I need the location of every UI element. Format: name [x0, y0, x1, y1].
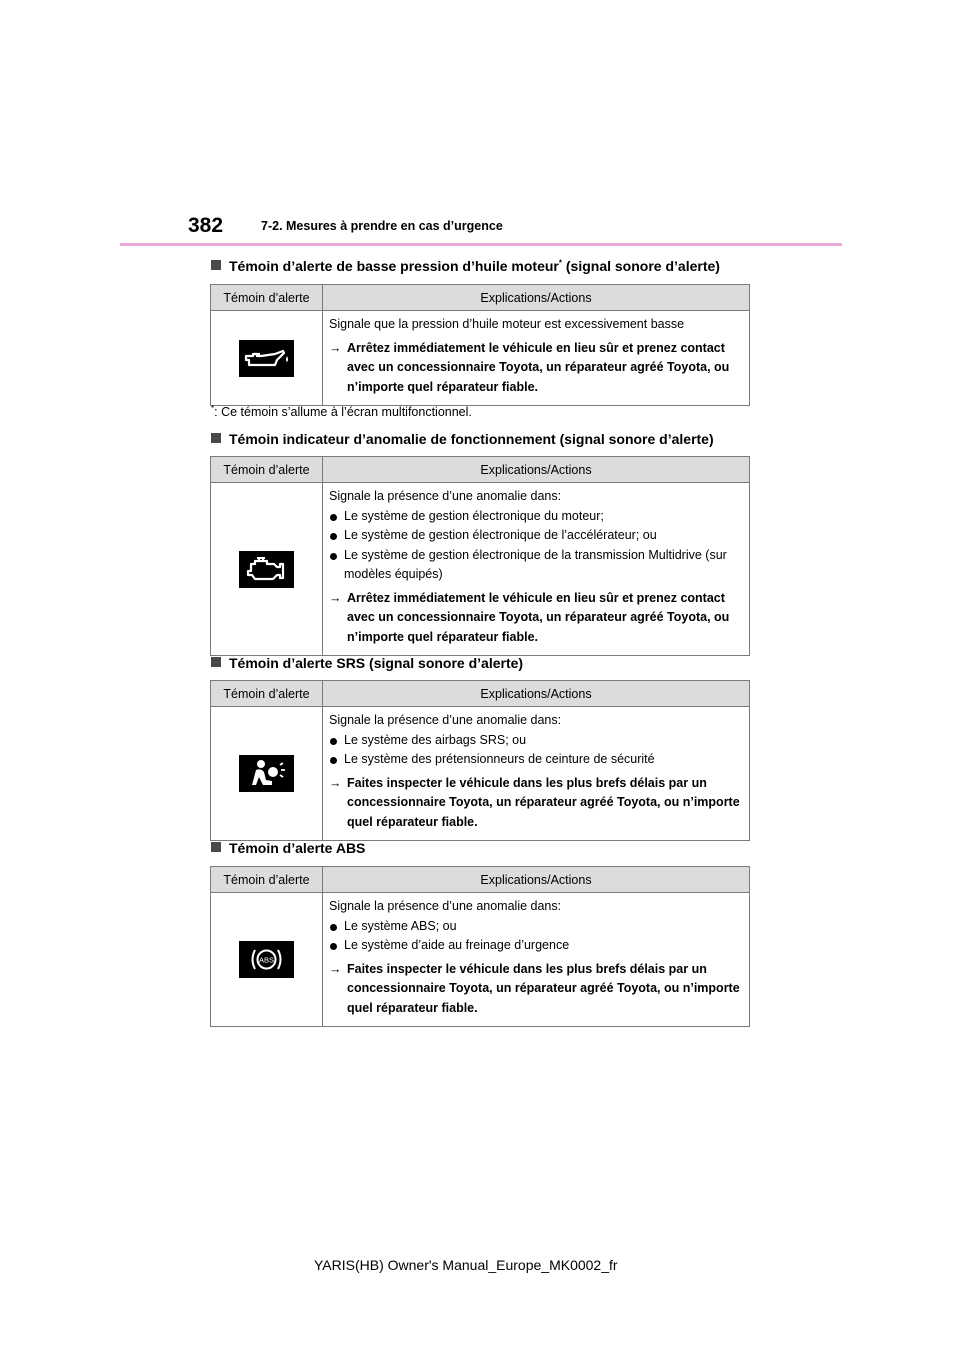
arrow-icon: →: [329, 775, 342, 790]
oil-pressure-icon: [239, 340, 294, 377]
column-header-warning-light: Témoin d’alerte: [211, 285, 323, 311]
column-header-explanations: Explications/Actions: [323, 457, 750, 483]
section-heading-srs: Témoin d’alerte SRS (signal sonore d’alerte): [211, 655, 523, 671]
malfunction-table: [210, 456, 750, 656]
action-instruction: → Faites inspecter le véhicule dans les plus brefs délais par un concessionnaire Toyota, un réparateur agréé Toyota, ou n’importe quel réparateur fiable.: [329, 775, 740, 829]
svg-text:ABS: ABS: [258, 955, 275, 965]
explanation-text: Signale la présence d’une anomalie dans:: [329, 713, 562, 727]
column-header-warning-light: Témoin d’alerte: [211, 867, 323, 893]
section-heading-malfunction: Témoin indicateur d’anomalie de fonctionnement (signal sonore d’alerte): [211, 431, 714, 447]
srs-airbag-icon: [239, 755, 294, 792]
page-number: 382: [188, 214, 224, 237]
explanation-text: Signale la présence d’une anomalie dans:: [329, 899, 562, 913]
action-instruction: → Arrêtez immédiatement le véhicule en lieu sûr et prenez contact avec un concessionnaire Toyota, un réparateur agréé Toyota, ou n’importe quel réparateur fiable.: [329, 590, 730, 644]
arrow-icon: →: [329, 961, 342, 976]
square-bullet-icon: [211, 260, 221, 270]
arrow-icon: →: [329, 340, 342, 355]
list-item: Le système des airbags SRS; ou: [329, 731, 743, 751]
abs-table: [210, 866, 750, 1027]
square-bullet-icon: [211, 433, 221, 443]
section-heading-abs: Témoin d’alerte ABS: [211, 840, 365, 856]
square-bullet-icon: [211, 842, 221, 852]
oil-pressure-table: [210, 284, 750, 406]
column-header-explanations: Explications/Actions: [323, 867, 750, 893]
list-item: Le système de gestion électronique du moteur;: [329, 507, 743, 527]
section-heading-oil-pressure: Témoin d’alerte de basse pression d’huile moteur* (signal sonore d’alerte): [211, 258, 720, 274]
list-item: Le système des prétensionneurs de ceinture de sécurité: [329, 750, 743, 770]
check-engine-icon: [239, 551, 294, 588]
chapter-title: 7-2. Mesures à prendre en cas d’urgence: [261, 219, 503, 233]
footnote-marker: *: [558, 258, 562, 268]
explanation-text: Signale que la pression d’huile moteur est excessivement basse: [329, 317, 685, 331]
column-header-warning-light: Témoin d’alerte: [211, 681, 323, 707]
list-item: Le système de gestion électronique de la transmission Multidrive (sur modèles équipés): [329, 546, 743, 585]
action-instruction: → Faites inspecter le véhicule dans les plus brefs délais par un concessionnaire Toyota, un réparateur agréé Toyota, ou n’importe quel réparateur fiable.: [329, 961, 740, 1015]
square-bullet-icon: [211, 657, 221, 667]
header-divider: [120, 243, 842, 246]
arrow-icon: →: [329, 590, 342, 605]
list-item: Le système ABS; ou: [329, 917, 743, 937]
explanation-text: Signale la présence d’une anomalie dans:: [329, 489, 562, 503]
footnote: *: Ce témoin s’allume à l’écran multifonctionnel.: [211, 404, 472, 420]
list-item: Le système d’aide au freinage d’urgence: [329, 936, 743, 956]
column-header-explanations: Explications/Actions: [323, 681, 750, 707]
column-header-explanations: Explications/Actions: [323, 285, 750, 311]
list-item: Le système de gestion électronique de l’accélérateur; ou: [329, 526, 743, 546]
srs-table: [210, 680, 750, 841]
abs-icon: [239, 941, 294, 978]
column-header-warning-light: Témoin d’alerte: [211, 457, 323, 483]
action-instruction: → Arrêtez immédiatement le véhicule en lieu sûr et prenez contact avec un concessionnaire Toyota, un réparateur agréé Toyota, ou n’importe quel réparateur fiable.: [329, 340, 730, 394]
manual-footer: YARIS(HB) Owner's Manual_Europe_MK0002_fr: [314, 1257, 618, 1273]
